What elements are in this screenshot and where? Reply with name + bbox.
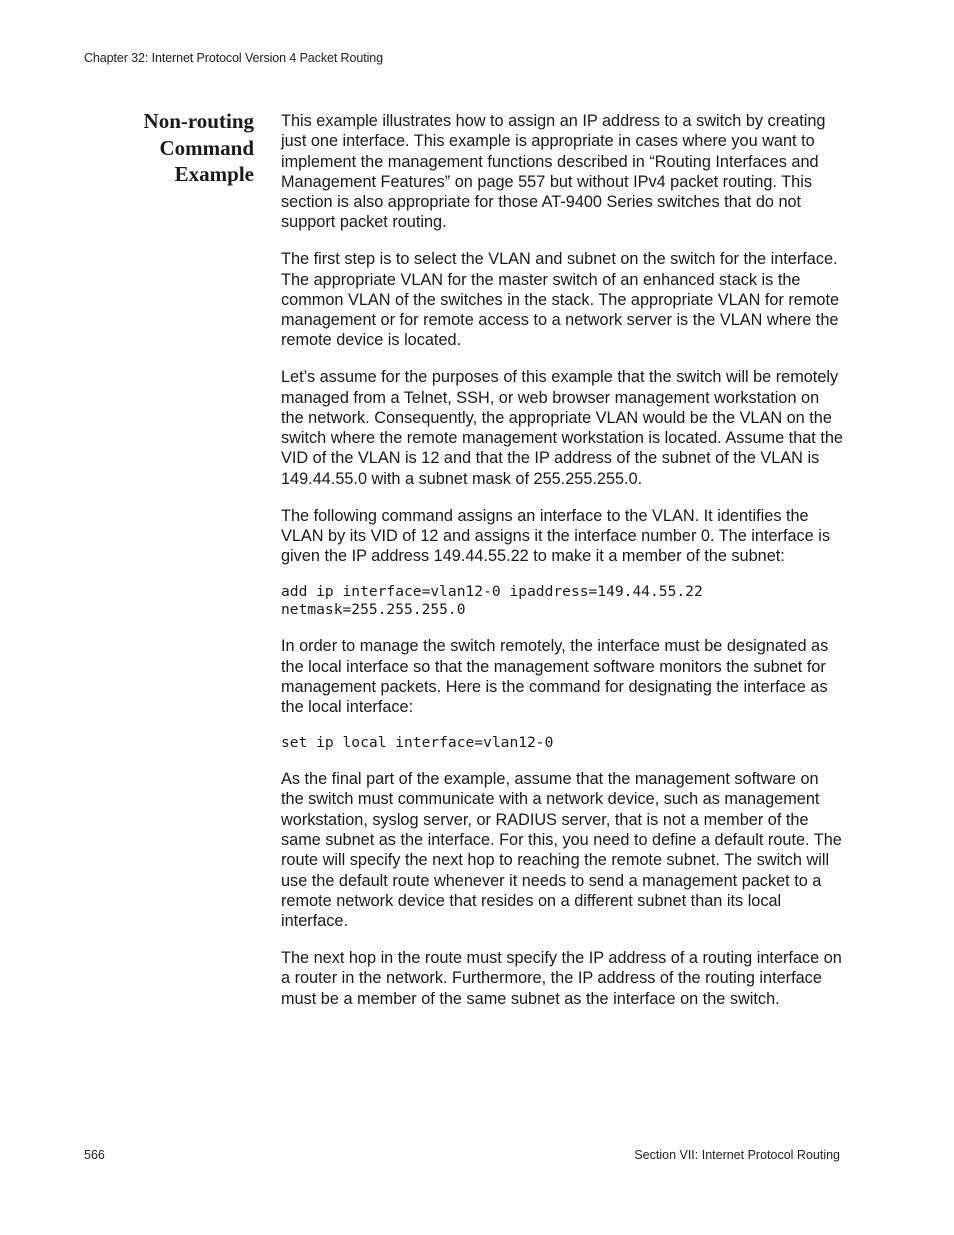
paragraph-assign-interface: The following command assigns an interface to the VLAN. It identifies the VLAN by its VID of 12 and assigns it the interface number 0. The interface is given the IP address 149.44.55.22 to make it a member of the subnet: <box>281 506 831 566</box>
heading-line-1: Non-routing <box>143 109 254 133</box>
code-line: netmask=255.255.255.0 <box>281 601 466 619</box>
code-line: set ip local interface=vlan12-0 <box>281 734 554 752</box>
code-add-interface <box>281 583 843 620</box>
paragraph-vlan-selection: The first step is to select the VLAN and subnet on the switch for the interface. The appropriate VLAN for the master switch of an enhanced stack is the common VLAN of the switches in the stack. The appropriate VLAN for remote management or for remote access to a network server is the VLAN where the remote device is located. <box>281 250 840 350</box>
paragraph-local-interface: In order to manage the switch remotely, the interface must be designated as the local interface so that the management software monitors the subnet for management packets. Here is the command for designating the interface as the local interface: <box>281 637 829 717</box>
body-text-column <box>281 111 843 1025</box>
section-heading <box>100 108 254 188</box>
running-header: Chapter 32: Internet Protocol Version 4 Packet Routing <box>84 51 383 65</box>
paragraph-next-hop: The next hop in the route must specify the IP address of a routing interface on a router in the network. Furthermore, the IP address of the routing interface must be a member of the same subnet as the interface on the switch. <box>281 949 842 1008</box>
running-footer: Section VII: Internet Protocol Routing <box>634 1148 840 1162</box>
paragraph-default-route: As the final part of the example, assume that the management software on the switch must communicate with a network device, such as management workstation, syslog server, or RADIUS server, that is not a member of the same subnet as the interface. For this, you need to define a default route. The route will specify the next hop to reaching the remote subnet. The switch will use the default route whenever it needs to send a management packet to a remote network device that resides on a different subnet than its local interface. <box>281 770 842 931</box>
code-line: add ip interface=vlan12-0 ipaddress=149.44.55.22 <box>281 582 703 600</box>
code-set-local <box>281 734 843 753</box>
heading-line-2: Command <box>159 135 254 160</box>
heading-line-3: Example <box>174 162 254 186</box>
page-number: 566 <box>84 1148 105 1162</box>
paragraph-assumptions: Let’s assume for the purposes of this example that the switch will be remotely managed from a Telnet, SSH, or web browser management workstation on the network. Consequently, the appropriate VLAN would be the VLAN on the switch where the remote management workstation is located. Assume that the VID of the VLAN is 12 and that the IP address of the subnet of the VLAN is 149.44.55.0 with a subnet mask of 255.255.255.0. <box>281 368 843 488</box>
paragraph-intro: This example illustrates how to assign an IP address to a switch by creating just one interface. This example is appropriate in cases where you want to implement the management functions described in “Routing Interfaces and Management Features” on page 557 but without IPv4 packet routing. This section is also appropriate for those AT-9400 Series switches that do not support packet routing. <box>281 112 826 232</box>
